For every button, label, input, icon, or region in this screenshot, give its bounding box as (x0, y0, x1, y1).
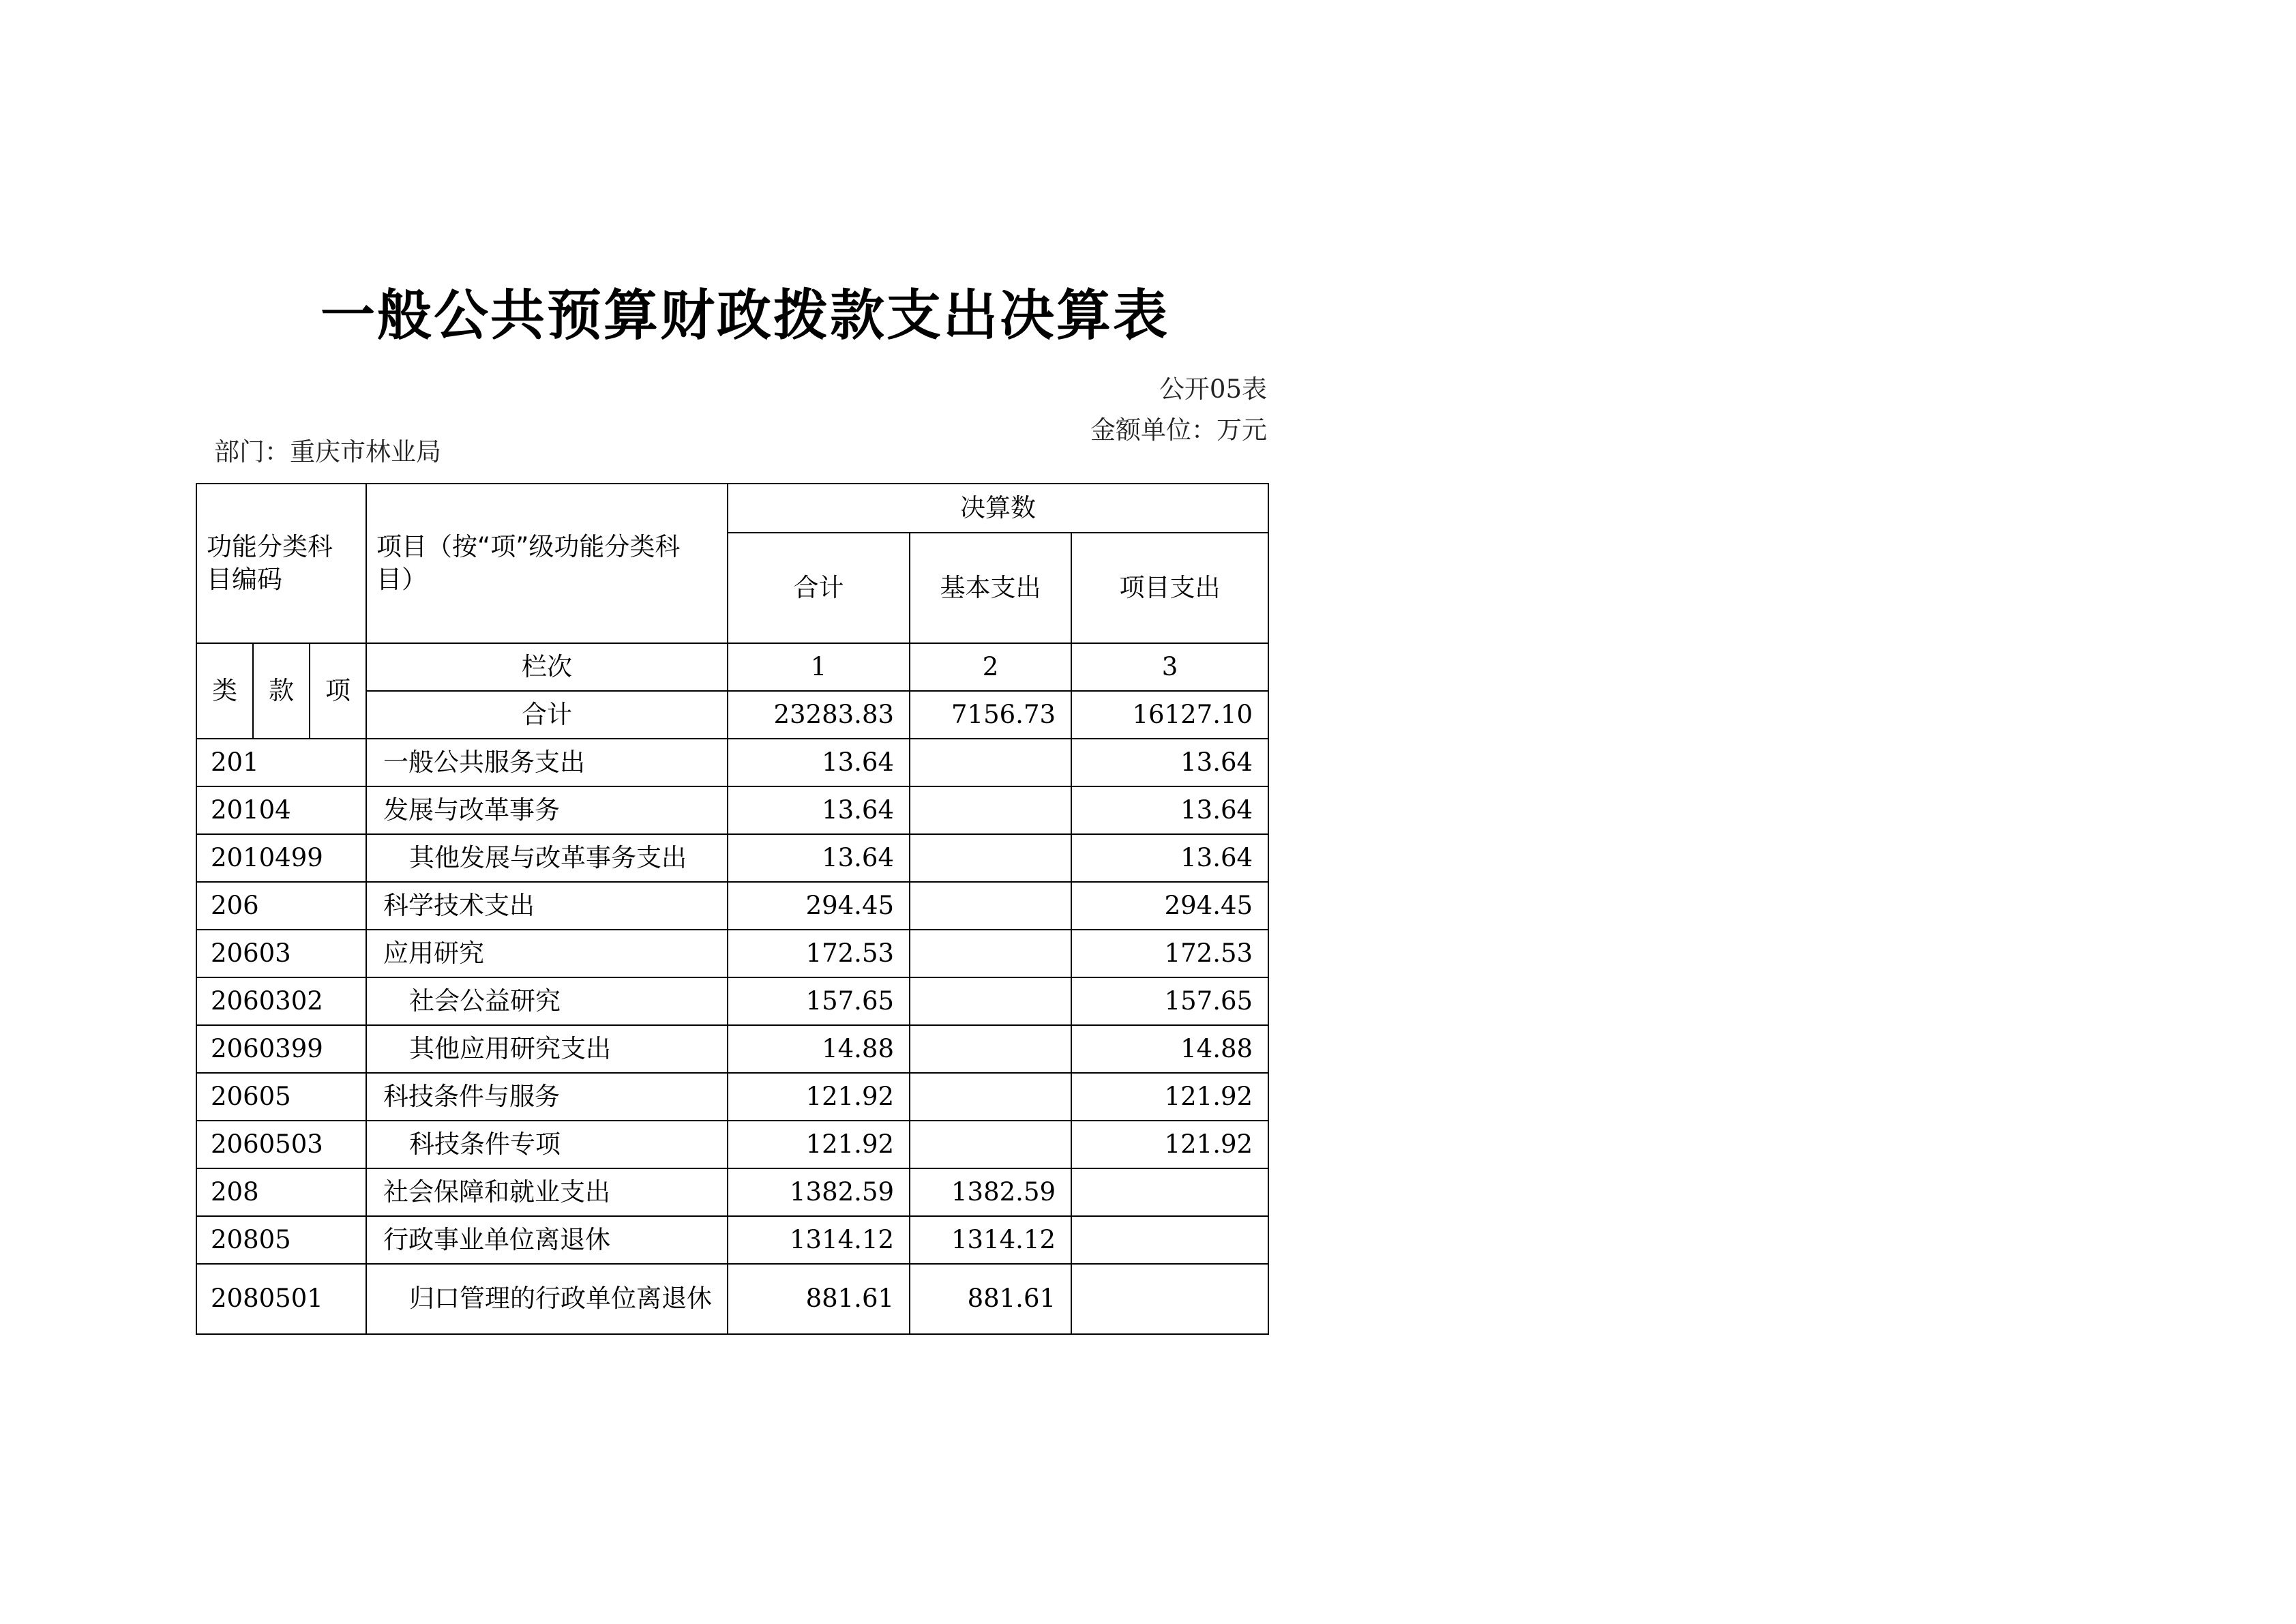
header-lei: 类 (196, 643, 253, 739)
header-xiang: 项 (310, 643, 366, 739)
row-project: 13.64 (1071, 739, 1268, 786)
row-project: 121.92 (1071, 1121, 1268, 1168)
table-row (196, 1168, 1268, 1216)
table-row (196, 834, 1268, 882)
table-row (196, 882, 1268, 930)
row-total: 14.88 (728, 1025, 910, 1073)
row-item-name: 应用研究 (366, 930, 728, 977)
sum-row-total: 23283.83 (728, 691, 910, 739)
row-basic (910, 1073, 1071, 1121)
row-project (1071, 1216, 1268, 1264)
table-row (196, 1121, 1268, 1168)
row-item-name: 归口管理的行政单位离退休 (366, 1264, 728, 1334)
row-item-name: 发展与改革事务 (366, 786, 728, 834)
sum-row-label: 合计 (366, 691, 728, 739)
row-total: 1314.12 (728, 1216, 910, 1264)
row-basic (910, 739, 1071, 786)
row-total: 13.64 (728, 739, 910, 786)
table-row (196, 977, 1268, 1025)
row-project: 294.45 (1071, 882, 1268, 930)
sum-row-project: 16127.10 (1071, 691, 1268, 739)
row-basic (910, 930, 1071, 977)
column-number-3: 3 (1071, 643, 1268, 691)
row-total: 13.64 (728, 834, 910, 882)
page-title: 一般公共预算财政拨款支出决算表 (320, 283, 1169, 347)
row-project (1071, 1264, 1268, 1334)
header-basic: 基本支出 (910, 533, 1071, 643)
row-basic: 881.61 (910, 1264, 1071, 1334)
row-project (1071, 1168, 1268, 1216)
row-item-name: 社会公益研究 (366, 977, 728, 1025)
row-total: 121.92 (728, 1073, 910, 1121)
row-project: 13.64 (1071, 786, 1268, 834)
row-code: 20603 (196, 930, 366, 977)
table-row (196, 739, 1268, 786)
row-item-name: 社会保障和就业支出 (366, 1168, 728, 1216)
row-basic: 1314.12 (910, 1216, 1071, 1264)
amount-unit: 金额单位：万元 (1090, 415, 1267, 445)
table-row (196, 1073, 1268, 1121)
table-row (196, 930, 1268, 977)
row-code: 2060302 (196, 977, 366, 1025)
row-project: 14.88 (1071, 1025, 1268, 1073)
row-item-name: 科技条件与服务 (366, 1073, 728, 1121)
row-code: 20805 (196, 1216, 366, 1264)
row-code: 20104 (196, 786, 366, 834)
column-number-1: 1 (728, 643, 910, 691)
row-total: 881.61 (728, 1264, 910, 1334)
row-code: 206 (196, 882, 366, 930)
row-item-name: 一般公共服务支出 (366, 739, 728, 786)
row-basic (910, 1025, 1071, 1073)
row-code: 208 (196, 1168, 366, 1216)
row-total: 157.65 (728, 977, 910, 1025)
header-project: 项目支出 (1071, 533, 1268, 643)
row-basic (910, 882, 1071, 930)
sum-row-basic: 7156.73 (910, 691, 1071, 739)
row-basic (910, 834, 1071, 882)
header-item: 项目（按“项”级功能分类科目） (366, 484, 728, 643)
header-code-group: 功能分类科目编码 (196, 484, 366, 643)
row-item-name: 其他应用研究支出 (366, 1025, 728, 1073)
table-row (196, 1025, 1268, 1073)
column-number-label: 栏次 (366, 643, 728, 691)
row-code: 2010499 (196, 834, 366, 882)
header-kuan: 款 (253, 643, 310, 739)
row-project: 157.65 (1071, 977, 1268, 1025)
row-total: 121.92 (728, 1121, 910, 1168)
row-project: 172.53 (1071, 930, 1268, 977)
row-project: 121.92 (1071, 1073, 1268, 1121)
header-amount-group: 决算数 (728, 484, 1268, 533)
row-code: 2060399 (196, 1025, 366, 1073)
form-number: 公开05表 (1159, 374, 1267, 404)
row-item-name: 科学技术支出 (366, 882, 728, 930)
row-basic (910, 1121, 1071, 1168)
row-code: 20605 (196, 1073, 366, 1121)
row-total: 1382.59 (728, 1168, 910, 1216)
row-basic: 1382.59 (910, 1168, 1071, 1216)
header-total: 合计 (728, 533, 910, 643)
row-total: 13.64 (728, 786, 910, 834)
row-total: 294.45 (728, 882, 910, 930)
row-basic (910, 786, 1071, 834)
column-number-2: 2 (910, 643, 1071, 691)
row-total: 172.53 (728, 930, 910, 977)
row-code: 2060503 (196, 1121, 366, 1168)
department-label: 部门：重庆市林业局 (214, 437, 441, 467)
budget-table (196, 483, 1269, 1335)
row-item-name: 其他发展与改革事务支出 (366, 834, 728, 882)
row-item-name: 行政事业单位离退休 (366, 1216, 728, 1264)
table-row (196, 1216, 1268, 1264)
table-row (196, 1264, 1268, 1334)
row-code: 201 (196, 739, 366, 786)
row-code: 2080501 (196, 1264, 366, 1334)
row-item-name: 科技条件专项 (366, 1121, 728, 1168)
table-row (196, 786, 1268, 834)
row-project: 13.64 (1071, 834, 1268, 882)
row-basic (910, 977, 1071, 1025)
